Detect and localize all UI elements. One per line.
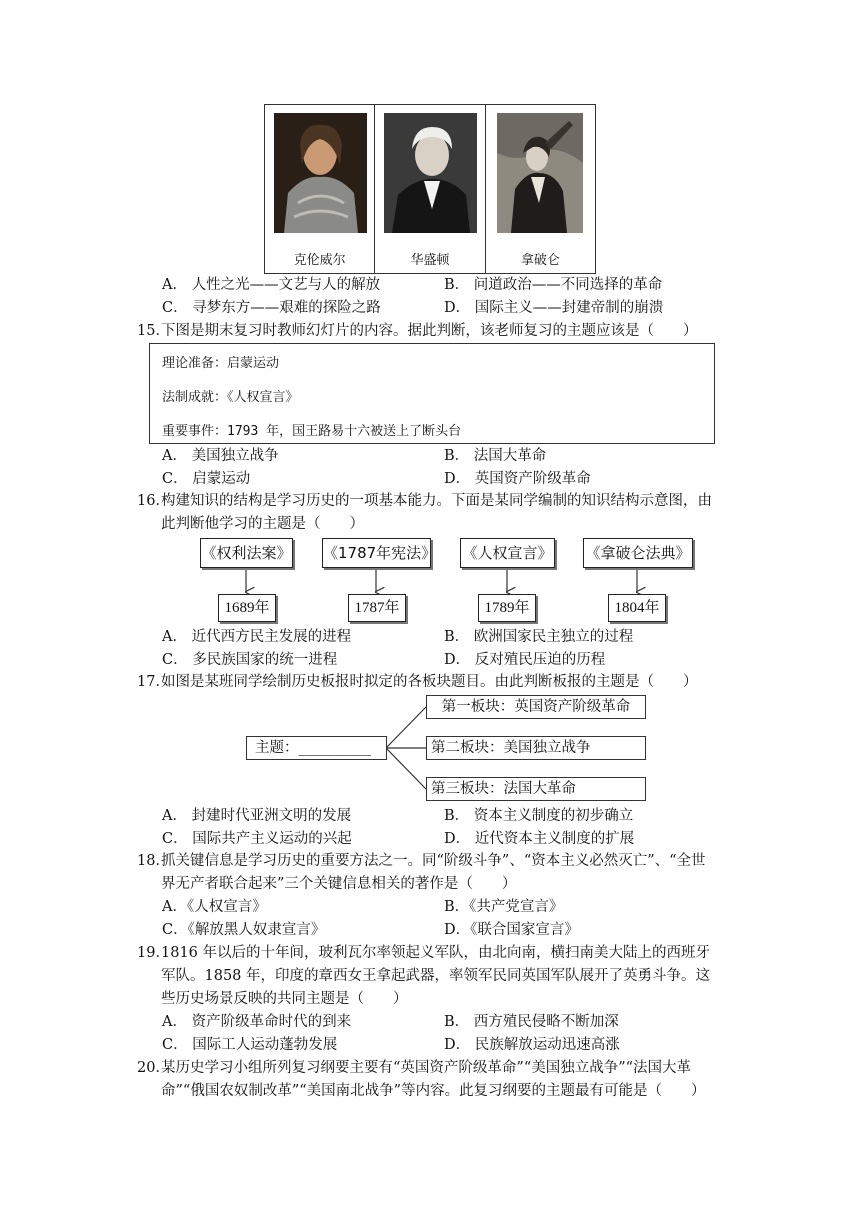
q14-option-c[interactable]: C． 寻梦东方——艰难的探险之路 — [162, 300, 381, 316]
q17-theme-box: 主题：__________ — [246, 736, 387, 760]
q16-doc-bill-of-rights: 《权利法案》 — [200, 538, 293, 568]
q16-option-b[interactable]: B． 欧洲国家民主独立的过程 — [444, 629, 634, 645]
q18-stem-line2: 界无产者联合起来”三个关键信息相关的著作是（ ） — [161, 876, 517, 892]
q15-option-b[interactable]: B． 法国大革命 — [444, 448, 547, 464]
q15-number: 15． — [137, 323, 170, 339]
q16-option-c[interactable]: C． 多民族国家的统一进程 — [162, 652, 338, 668]
q16-option-a[interactable]: A． 近代西方民主发展的进程 — [162, 629, 352, 645]
q16-option-d[interactable]: D． 反对殖民压迫的历程 — [444, 652, 606, 668]
q16-year: 1689年 — [218, 594, 276, 622]
q17-number: 17． — [137, 674, 170, 690]
q18-option-a[interactable]: A．《人权宣言》 — [162, 899, 267, 915]
q18-option-b[interactable]: B．《共产党宣言》 — [444, 899, 564, 915]
q16-stem-line1: 构建知识的结构是学习历史的一项基本能力。下面是某同学编制的知识结构示意图，由 — [161, 493, 712, 509]
q16-number: 16． — [137, 493, 170, 509]
q14-option-d[interactable]: D． 国际主义——封建帝制的崩溃 — [444, 300, 664, 316]
q16-doc-1787-constitution: 《1787年宪法》 — [322, 538, 431, 568]
q17-option-c[interactable]: C． 国际共产主义运动的兴起 — [162, 831, 352, 847]
q16-doc-napoleonic-code: 《拿破仑法典》 — [583, 538, 693, 568]
q14-option-a[interactable]: A． 人性之光——文艺与人的解放 — [162, 277, 381, 293]
q20-stem-line1: 某历史学习小组所列复习纲要主要有“英国资产阶级革命”“美国独立战争”“法国大革 — [161, 1060, 692, 1076]
slide-line-law: 法制成就：《人权宣言》 — [162, 390, 299, 405]
q17-option-a[interactable]: A． 封建时代亚洲文明的发展 — [162, 808, 352, 824]
q16-doc-rights-of-man: 《人权宣言》 — [460, 538, 555, 568]
q19-stem-line2: 军队。1858 年，印度的章西女王拿起武器，率领军民同英国军队展开了英勇斗争。这 — [161, 968, 711, 984]
q15-option-a[interactable]: A． 美国独立战争 — [162, 448, 279, 464]
q19-stem-line1: 1816 年以后的十年间，玻利瓦尔率领起义军队，由北向南，横扫南美大陆上的西班牙 — [161, 945, 711, 961]
portrait-caption: 华盛顿 — [410, 253, 450, 268]
q17-stem: 如图是某班同学绘制历史板报时拟定的各板块题目。由此判断板报的主题是（ ） — [161, 674, 698, 690]
q17-option-d[interactable]: D． 近代资本主义制度的扩展 — [444, 831, 635, 847]
q18-option-d[interactable]: D．《联合国家宣言》 — [444, 922, 579, 938]
q19-option-d[interactable]: D． 民族解放运动迅速高涨 — [444, 1037, 620, 1053]
q15-option-d[interactable]: D． 英国资产阶级革命 — [444, 471, 591, 487]
q19-option-c[interactable]: C． 国际工人运动蓬勃发展 — [162, 1037, 338, 1053]
q18-number: 18． — [137, 853, 170, 869]
q16-year: 1804年 — [608, 594, 666, 622]
slide-line-theory: 理论准备：启蒙运动 — [162, 356, 280, 371]
portrait-caption: 克伦威尔 — [293, 253, 346, 268]
slide-line-event: 重要事件：1793 年，国王路易十六被送上了断头台 — [162, 424, 462, 439]
q14-option-b[interactable]: B． 问道政治——不同选择的革命 — [444, 277, 663, 293]
q15-stem: 下图是期末复习时教师幻灯片的内容。据此判断，该老师复习的主题应该是（ ） — [161, 323, 698, 339]
q19-number: 19． — [137, 945, 170, 961]
q16-stem-line2: 此判断他学习的主题是（ ） — [161, 516, 364, 532]
q18-option-c[interactable]: C．《解放黑人奴隶宣言》 — [162, 922, 326, 938]
portrait-caption: 拿破仑 — [520, 253, 560, 268]
q15-option-c[interactable]: C． 启蒙运动 — [162, 471, 251, 487]
q20-stem-line2: 命”“俄国农奴制改革”“美国南北战争”等内容。此复习纲要的主题最有可能是（ ） — [161, 1083, 706, 1099]
q17-option-b[interactable]: B． 资本主义制度的初步确立 — [444, 808, 634, 824]
q17-block-2: 第二板块：美国独立战争 — [426, 736, 646, 760]
q20-number: 20． — [137, 1060, 170, 1076]
q17-block-1: 第一板块：英国资产阶级革命 — [426, 695, 646, 719]
q19-option-a[interactable]: A． 资产阶级革命时代的到来 — [162, 1014, 352, 1030]
q17-block-3: 第三板块：法国大革命 — [426, 777, 646, 801]
q16-year: 1789年 — [478, 594, 536, 622]
q19-stem-line3: 些历史场景反映的共同主题是（ ） — [161, 991, 408, 1007]
q18-stem-line1: 抓关键信息是学习历史的重要方法之一。同“阶级斗争”、“资本主义必然灭亡”、“全世 — [161, 853, 706, 869]
q16-year: 1787年 — [348, 594, 406, 622]
q19-option-b[interactable]: B． 西方殖民侵略不断加深 — [444, 1014, 619, 1030]
